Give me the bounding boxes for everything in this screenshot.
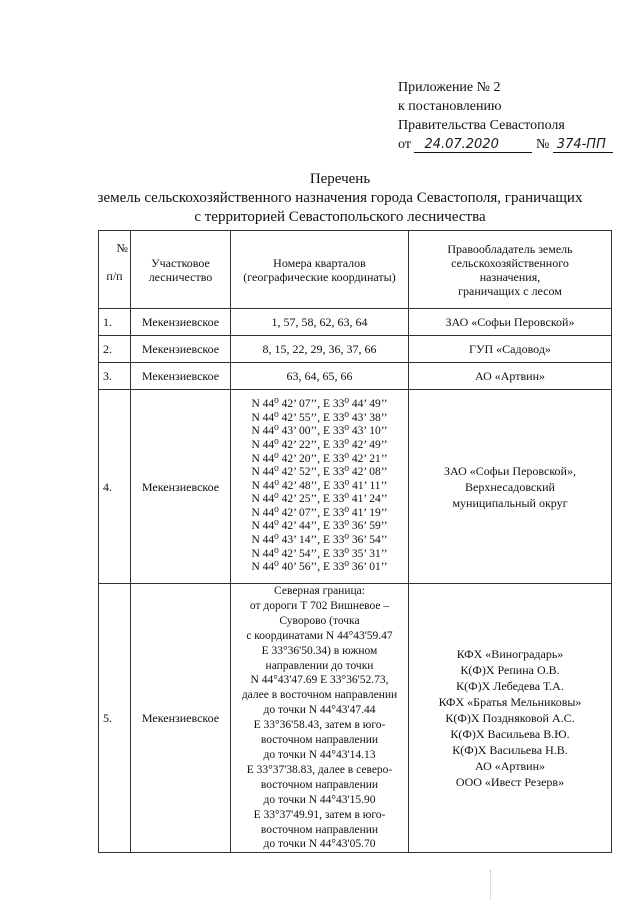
title-line-3: с территорией Севастопольского лесничества xyxy=(194,209,486,225)
header-owner: Правообладатель земель сельскохозяйственного назначения, граничащих с лесом xyxy=(409,231,612,309)
table-row: 5. Мекензиевское Северная граница: от дороги Т 702 Вишневое – Суворово (точка с координатами N 44°43'59.47 E 33°36'50.34) в южном направлении до точки N 44°43'47.69 E 33°36'52.73, далее в восточном направлении до точки N 44°43'47.44 E 33°36'58.43, затем в юго- восточном направлении до точки N 44°43'14.13 E 33°37'38.83, далее в северо- восточном направлении до точки N 44°43'15.90 E 33°37'49.91, затем в юго- восточном направлении до точки N 44°43'05.70 КФХ «Виноградарь» К(Ф)Х Репина О.В. К(Ф)Х Лебедева Т.А. КФХ «Братья Мельниковы» К(Ф)Х Поздняковой А.С. К(Ф)Х Васильева В.Ю. К(Ф)Х Васильева Н.В. АО «Артвин» ООО «Ивест Резерв» xyxy=(99,584,612,853)
owner-list: ЗАО «Софьи Перовской», Верхнесадовский муниципальный округ xyxy=(409,390,612,584)
header-number: № п/п xyxy=(99,231,131,309)
title-line-1: Перечень xyxy=(309,171,371,187)
table-row: 3. Мекензиевское 63, 64, 65, 66 АО «Артвин» xyxy=(99,363,612,390)
appendix-header xyxy=(398,78,613,154)
header-quarters: Номера кварталов (географические координаты) xyxy=(231,231,409,309)
table-row: 2. Мекензиевское 8, 15, 22, 29, 36, 37, 66 ГУП «Садовод» xyxy=(99,336,612,363)
coordinate-list: N 44⁰ 42’ 07’’, E 33⁰ 44’ 49’’ N 44⁰ 42’ 55’’, E 33⁰ 43’ 38’’ N 44⁰ 43’ 00’’, E 33⁰ 43’ 10’’ N 44⁰ 42’ 22’’, E 33⁰ 42’ 49’’ N 44⁰ 42’ 20’’, E 33⁰ 42’ 21’’ N 44⁰ 42’ 52’’, E 33⁰ 42’ 08’’ N 44⁰ 42’ 48’’, E 33⁰ 41’ 11’’ N 44⁰ 42’ 25’’, E 33⁰ 41’ 24’’ N 44⁰ 42’ 07’’, E 33⁰ 41’ 19’’ N 44⁰ 42’ 44’’, E 33⁰ 36’ 59’’ N 44⁰ 43’ 14’’, E 33⁰ 36’ 54’’ N 44⁰ 42’ 54’’, E 33⁰ 35’ 31’’ N 44⁰ 40’ 56’’, E 33⁰ 36’ 01’’ xyxy=(231,390,409,584)
land-table xyxy=(98,230,612,853)
appendix-authority: Правительства Севастополя xyxy=(398,118,565,133)
boundary-description: Северная граница: от дороги Т 702 Вишневое – Суворово (точка с координатами N 44°43'59.47 E 33°36'50.34) в южном направлении до точки N 44°43'47.69 E 33°36'52.73, далее в восточном направлении до точки N 44°43'47.44 E 33°36'58.43, затем в юго- восточном направлении до точки N 44°43'14.13 E 33°37'38.83, далее в северо- восточном направлении до точки N 44°43'15.90 E 33°37'49.91, затем в юго- восточном направлении до точки N 44°43'05.70 xyxy=(231,584,409,853)
appendix-ref: к постановлению xyxy=(398,99,502,114)
owner-list: КФХ «Виноградарь» К(Ф)Х Репина О.В. К(Ф)Х Лебедева Т.А. КФХ «Братья Мельниковы» К(Ф)Х Поздняковой А.С. К(Ф)Х Васильева В.Ю. К(Ф)Х Васильева Н.В. АО «Артвин» ООО «Ивест Резерв» xyxy=(409,584,612,853)
scan-margin-mark xyxy=(490,870,492,900)
date-value: 24.07.2020 xyxy=(424,137,499,152)
table-row: 4. Мекензиевское N 44⁰ 42’ 07’’, E 33⁰ 44’ 49’’ N 44⁰ 42’ 55’’, E 33⁰ 43’ 38’’ N 44⁰ 43’ 00’’, E 33⁰ 43’ 10’’ N 44⁰ 42’ 22’’, E 33⁰ 42’ 49’’ N 44⁰ 42’ 20’’, E 33⁰ 42’ 21’’ N 44⁰ 42’ 52’’, E 33⁰ 42’ 08’’ N 44⁰ 42’ 48’’, E 33⁰ 41’ 11’’ N 44⁰ 42’ 25’’, E 33⁰ 41’ 24’’ N 44⁰ 42’ 07’’, E 33⁰ 41’ 19’’ N 44⁰ 42’ 44’’, E 33⁰ 36’ 59’’ N 44⁰ 43’ 14’’, E 33⁰ 36’ 54’’ N 44⁰ 42’ 54’’, E 33⁰ 35’ 31’’ N 44⁰ 40’ 56’’, E 33⁰ 36’ 01’’ ЗАО «Софьи Перовской», Верхнесадовский муниципальный округ xyxy=(99,390,612,584)
date-prefix: от xyxy=(398,137,411,152)
appendix-date-line xyxy=(398,135,613,154)
table-row: 1. Мекензиевское 1, 57, 58, 62, 63, 64 ЗАО «Софьи Перовской» xyxy=(99,309,612,336)
table-header-row xyxy=(99,231,612,309)
document-title xyxy=(60,170,620,227)
title-line-2: земель сельскохозяйственного назначения города Севастополя, граничащих xyxy=(97,190,583,206)
number-value: 374-ПП xyxy=(556,137,606,152)
number-prefix: № xyxy=(535,137,550,152)
appendix-title: Приложение № 2 xyxy=(398,80,501,95)
header-forestry: Участковое лесничество xyxy=(131,231,231,309)
